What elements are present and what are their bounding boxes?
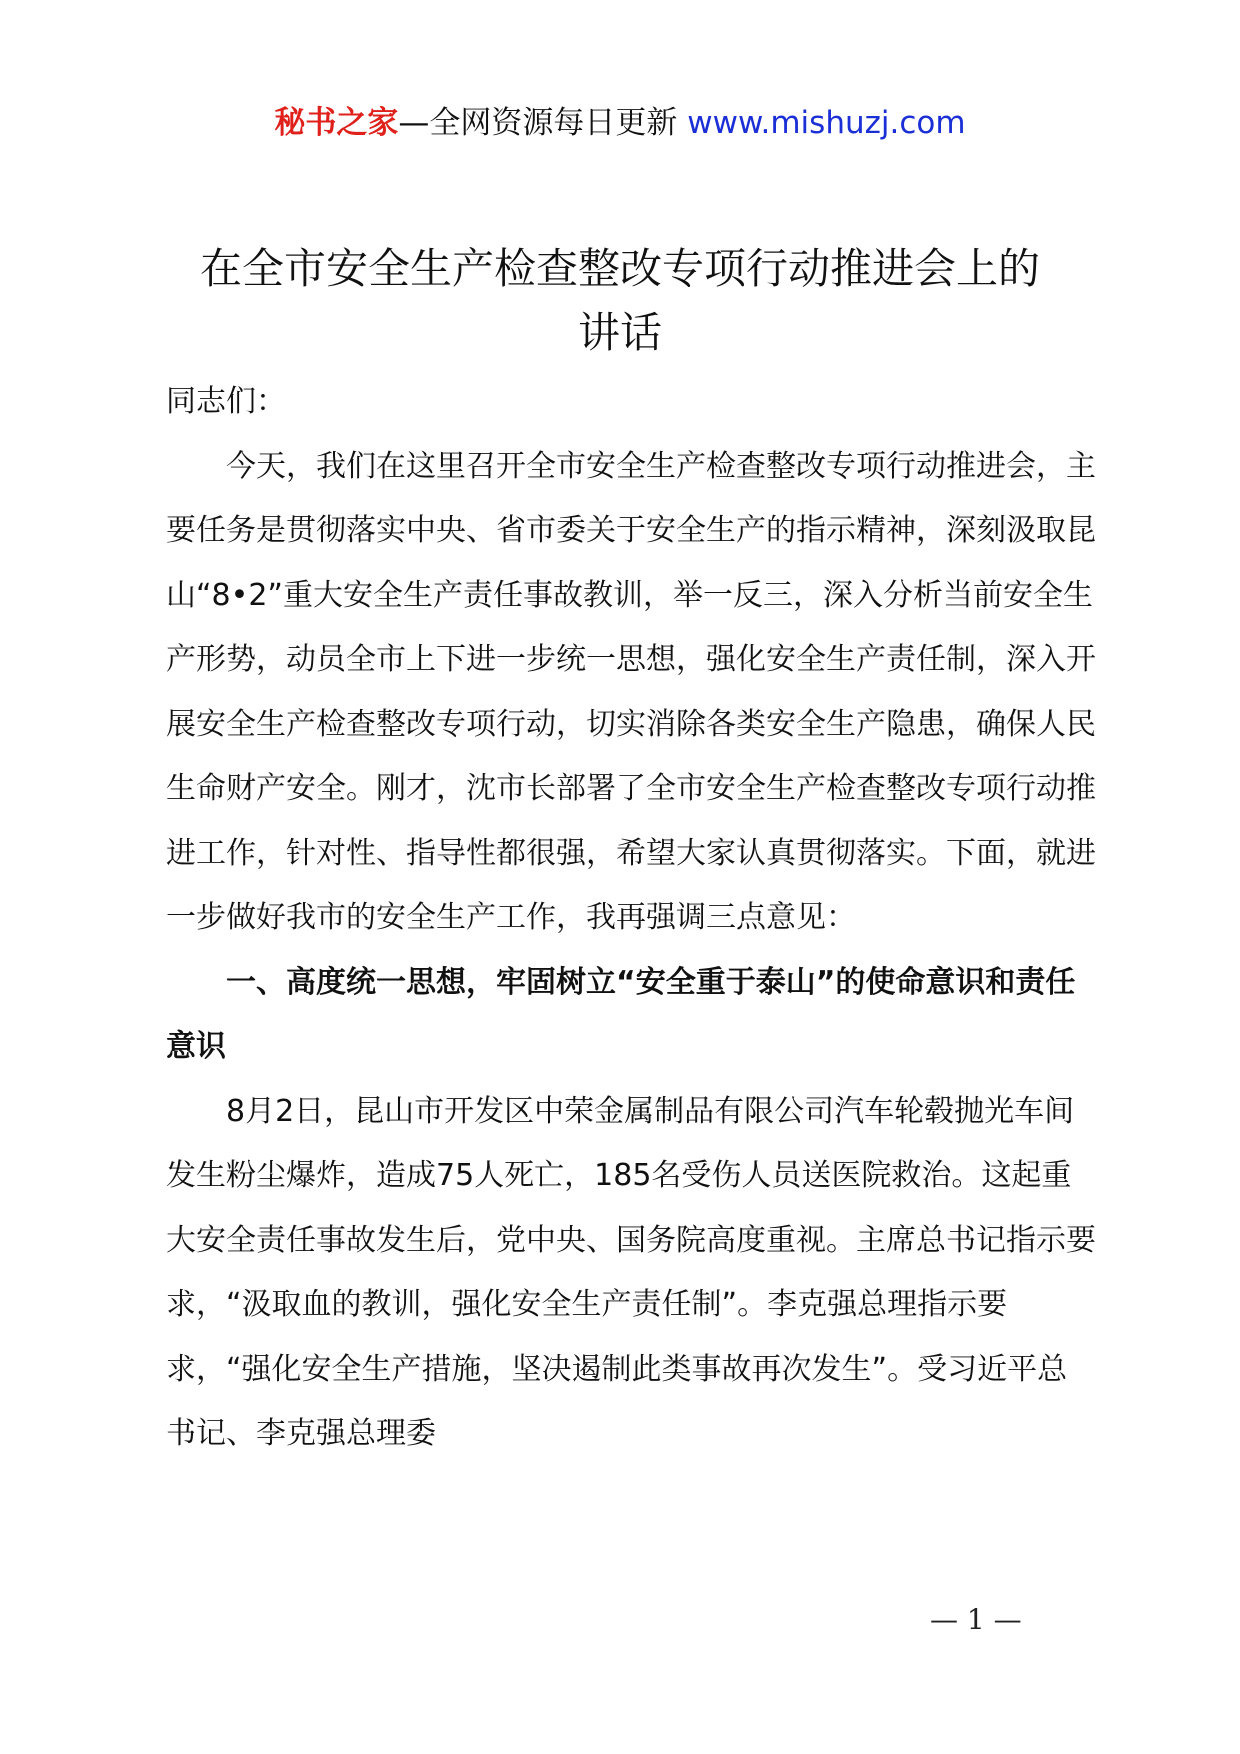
body-paragraph-intro: 今天，我们在这里召开全市安全生产检查整改专项行动推进会，主要任务是贯彻落实中央、省市委关于安全生产的指示精神，深刻汲取昆山“8•2”重大安全生产责任事故教训，举一反三，深入分析当前安全生产形势，动员全市上下进一步统一思想，强化安全生产责任制，深入开展安全生产检查整改专项行动，切实消除各类安全生产隐患，确保人民生命财产安全。刚才，沈市长部署了全市安全生产检查整改专项行动推进工作，针对性、指导性都很强，希望大家认真贯彻落实。下面，就进一步做好我市的安全生产工作，我再强调三点意见：: [166, 448, 1096, 935]
title-line-2: 讲话: [577, 308, 662, 357]
section-heading-1: 一、高度统一思想，牢固树立“安全重于泰山”的使命意识和责任意识: [166, 964, 1076, 1064]
document-title: [150, 237, 1090, 365]
brand-name: 秘书之家: [274, 105, 399, 141]
document-body: [166, 370, 1096, 1467]
salutation: 同志们：: [166, 384, 286, 419]
body-paragraph-accident: 8月2日，昆山市开发区中荣金属制品有限公司汽车轮毂抛光车间发生粉尘爆炸，造成75人死亡，185名受伤人员送医院救治。这起重大安全责任事故发生后，党中央、国务院高度重视。主席总书记指示要求，“汲取血的教训，强化安全生产责任制”。李克强总理指示要求，“强化安全生产措施，坚决遏制此类事故再次发生”。受习近平总书记、李克强总理委: [166, 1093, 1096, 1451]
site-url-link[interactable]: www.mishuzj.com: [687, 105, 966, 141]
page-number: — 1 —: [930, 1603, 1022, 1636]
site-header: [0, 100, 1240, 146]
header-tagline: —全网资源每日更新: [398, 105, 678, 141]
title-line-1: 在全市安全生产检查整改专项行动推进会上的: [199, 244, 1040, 293]
